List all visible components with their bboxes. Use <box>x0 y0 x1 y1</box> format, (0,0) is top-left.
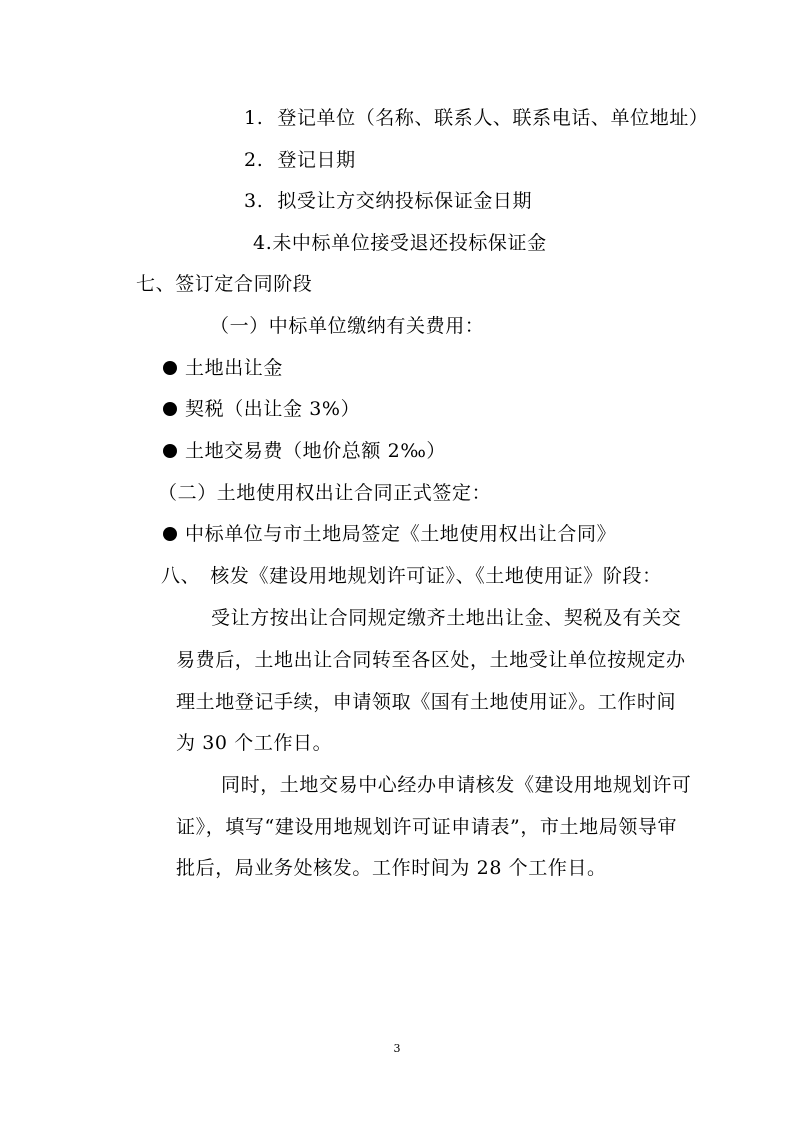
section-7-heading: 七、签订定合同阶段 <box>136 273 313 295</box>
paragraph-line: 理土地登记手续，申请领取《国有土地使用证》。工作时间 <box>176 691 677 713</box>
list-item-text: 4.未中标单位接受退还投标保证金 <box>253 232 547 254</box>
list-item-number: 1. <box>244 107 264 129</box>
list-item-number: 2. <box>244 149 264 171</box>
list-item-2 <box>244 148 356 172</box>
bullet-text: 中标单位与市土地局签定《土地使用权出让合同》 <box>185 523 617 545</box>
list-item-1 <box>244 106 709 130</box>
paragraph-line: 证》，填写“建设用地规划许可证申请表”，市土地局领导审 <box>176 816 678 838</box>
section-7-subheading-1: （一）中标单位缴纳有关费用： <box>210 315 485 337</box>
list-item-text: 拟受让方交纳投标保证金日期 <box>277 190 533 212</box>
page-number: 3 <box>393 1042 401 1055</box>
bullet-item <box>163 522 616 546</box>
bullet-dot-icon <box>163 402 177 416</box>
paragraph-line: 易费后，土地出让合同转至各区处，土地受让单位按规定办 <box>176 649 686 671</box>
bullet-text: 土地出让金 <box>185 357 284 379</box>
section-8-heading: 八、 核发《建设用地规划许可证》、《土地使用证》阶段： <box>161 565 662 587</box>
list-item-text: 登记单位（名称、联系人、联系电话、单位地址） <box>277 107 709 129</box>
bullet-item <box>163 439 446 463</box>
bullet-item <box>163 397 360 421</box>
list-item-number: 3. <box>244 190 264 212</box>
paragraph-line: 为 30 个工作日。 <box>176 732 333 754</box>
paragraph-line: 受让方按出让合同规定缴齐土地出让金、契税及有关交 <box>211 607 682 629</box>
bullet-dot-icon <box>163 361 177 375</box>
bullet-text: 契税（出让金 3%） <box>185 398 361 420</box>
section-7-subheading-2: （二）土地使用权出让合同正式签定： <box>158 482 492 504</box>
list-item-3 <box>244 189 532 213</box>
list-item-4 <box>253 231 547 255</box>
bullet-dot-icon <box>163 527 177 541</box>
paragraph-line: 同时，土地交易中心经办申请核发《建设用地规划许可 <box>221 774 692 796</box>
bullet-dot-icon <box>163 444 177 458</box>
paragraph-line: 批后，局业务处核发。工作时间为 28 个工作日。 <box>176 857 607 879</box>
bullet-text: 土地交易费（地价总额 2‰） <box>185 440 447 462</box>
bullet-item <box>163 356 283 380</box>
list-item-text: 登记日期 <box>277 149 356 171</box>
